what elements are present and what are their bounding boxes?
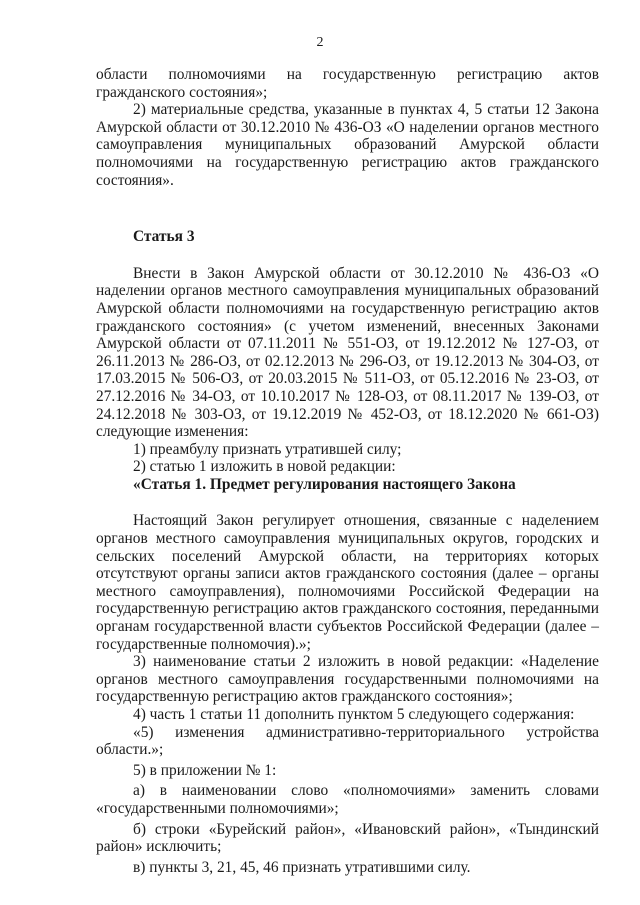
- page-number: 2: [316, 35, 324, 50]
- paragraph-item-4-content: «5) изменения административно-территориального устройства области.»;: [96, 723, 599, 759]
- paragraph-material-means: 2) материальные средства, указанные в пунктах 4, 5 статьи 12 Закона Амурской области от 30.12.2010 № 436-ОЗ «О наделении органов местного самоуправления муниципальных образований Амурской области полномочиями на государственную регистрацию актов гражданского состояния».: [96, 101, 599, 189]
- paragraph-continuation: области полномочиями на государственную регистрацию актов гражданского состояния»;: [96, 66, 599, 101]
- article-heading: Статья 3: [133, 228, 195, 246]
- paragraph-item-5a: а) в наименовании слово «полномочиями» заменить словами «государственными полномочиями»;: [96, 782, 599, 817]
- paragraph-item-1: 1) преамбулу признать утратившей силу;: [133, 440, 402, 458]
- paragraph-item-5: 5) в приложении № 1:: [133, 761, 277, 779]
- paragraph-item-5c: в) пункты 3, 21, 45, 46 признать утратившими силу.: [133, 858, 471, 876]
- paragraph-item-2: 2) статью 1 изложить в новой редакции:: [133, 458, 396, 476]
- document-body: [96, 66, 599, 876]
- paragraph-item-5b: б) строки «Бурейский район», «Ивановский район», «Тындинский район» исключить;: [96, 820, 599, 856]
- paragraph-item-3: 3) наименование статьи 2 изложить в новой редакции: «Наделение органов местного самоуправления государственными полномочиями на государственную регистрацию актов гражданского состояния»;: [96, 653, 599, 706]
- paragraph-item-4: 4) часть 1 статьи 11 дополнить пунктом 5 следующего содержания:: [133, 706, 575, 723]
- paragraph-article-1-text: Настоящий Закон регулирует отношения, связанные с наделением органов местного самоуправления муниципальных округов, городских и сельских поселений Амурской области, на территориях которых отсутствуют органы записи актов гражданского состояния (далее – органы местного самоуправления), полномочиями Российской Федерации на государственную регистрацию актов гражданского состояния, переданными органам государственной власти субъектов Российской Федерации (далее – государственные полномочия).»;: [96, 512, 599, 653]
- paragraph-amendments-intro: Внести в Закон Амурской области от 30.12.2010 № 436-ОЗ «О наделении органов местного самоуправления муниципальных образований Амурской области полномочиями на государственную регистрацию актов гражданского состояния» (с учетом изменений, внесенных Законами Амурской области от 07.11.2011 № 551-ОЗ, от 19.12.2012 № 127-ОЗ, от 26.11.2013 № 286-ОЗ, от 02.12.2013 № 296-ОЗ, от 19.12.2013 № 304-ОЗ, от 17.03.2015 № 506-ОЗ, от 20.03.2015 № 511-ОЗ, от 05.12.2016 № 23-ОЗ, от 27.12.2016 № 34-ОЗ, от 10.10.2017 № 128-ОЗ, от 08.11.2017 № 139-ОЗ, от 24.12.2018 № 303-ОЗ, от 19.12.2019 № 452-ОЗ, от 18.12.2020 № 661-ОЗ) следующие изменения:: [96, 264, 599, 441]
- paragraph-article-1-title: «Статья 1. Предмет регулирования настоящего Закона: [133, 475, 516, 493]
